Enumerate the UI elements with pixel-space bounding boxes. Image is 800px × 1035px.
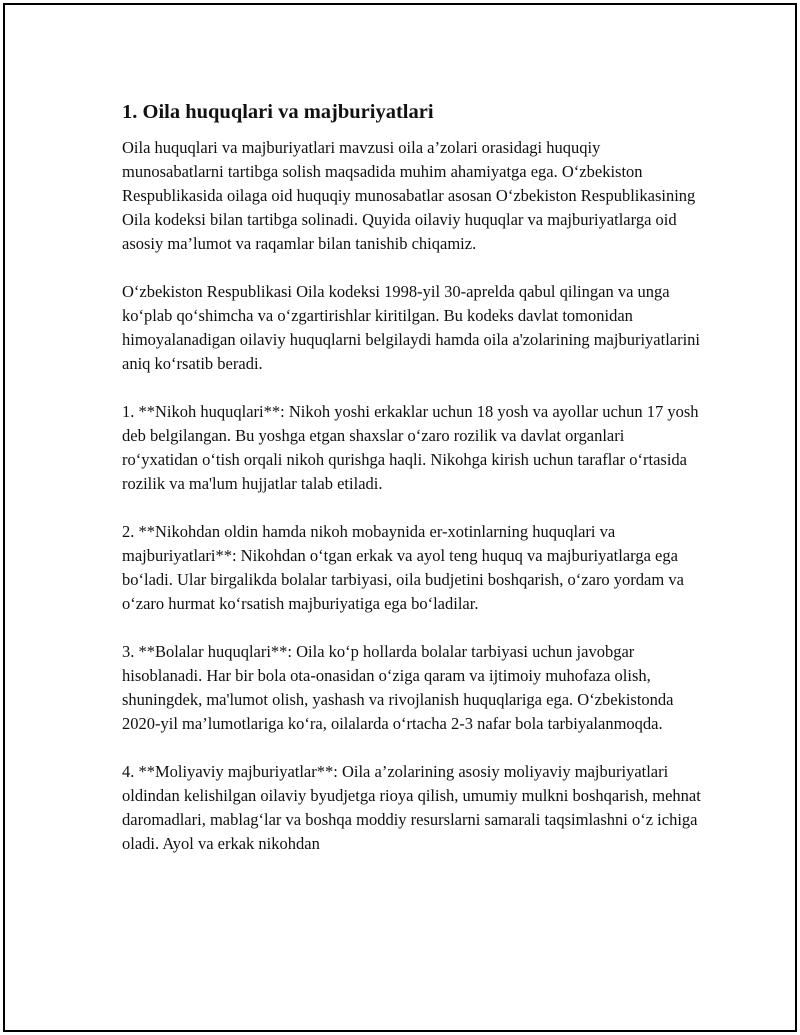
intro-paragraph: Oila huquqlari va majburiyatlari mavzusi oila a’zolari orasidagi huquqiy munosabatlarni tartibga solish maqsadida muhim ahamiyatga ega. O‘zbekiston Respublikasida oilaga oid huquqiy munosabatlar asosan O‘zbekiston Respublikasining Oila kodeksi bilan tartibga solinadi. Quyida oilaviy huquqlar va majburiyatlarga oid asosiy ma’lumot va raqamlar bilan tanishib chiqamiz. — [122, 138, 696, 253]
spouse-rights-paragraph: 2. **Nikohdan oldin hamda nikoh mobaynida er-xotinlarning huquqlari va majburiyatlari**: Nikohdan o‘tgan erkak va ayol teng huquq va majburiyatlarga ega bo‘ladi. Ular birgalikda bolalar tarbiyasi, oila budjetini boshqarish, o‘zaro yordam va o‘zaro hurmat ko‘rsatish majburiyatiga ega bo‘ladilar. — [122, 522, 684, 613]
marriage-rights-paragraph: 1. **Nikoh huquqlari**: Nikoh yoshi erkaklar uchun 18 yosh va ayollar uchun 17 yosh deb belgilangan. Bu yoshga etgan shaxslar o‘zaro rozilik va davlat organlari ro‘yxatidan o‘tish orqali nikoh qurishga haqli. Nikohga kirish uchun taraflar o‘rtasida rozilik va ma'lum hujjatlar talab etiladi. — [122, 402, 699, 493]
children-rights-paragraph: 3. **Bolalar huquqlari**: Oila ko‘p hollarda bolalar tarbiyasi uchun javobgar hisoblanadi. Har bir bola ota-onasidan o‘ziga qaram va ijtimoiy muhofaza olish, shuningdek, ma'lumot olish, yashash va rivojlanish huquqlariga ega. O‘zbekistonda 2020-yil ma’lumotlariga ko‘ra, oilalarda o‘rtacha 2-3 nafar bola tarbiyalanmoqda. — [122, 642, 674, 733]
section-heading: 1. Oila huquqlari va majburiyatlari — [122, 101, 434, 123]
page-frame — [3, 3, 797, 1032]
family-code-paragraph: O‘zbekiston Respublikasi Oila kodeksi 1998-yil 30-aprelda qabul qilingan va unga ko‘plab qo‘shimcha va o‘zgartirishlar kiritilgan. Bu kodeks davlat tomonidan himoyalanadigan oilaviy huquqlarni belgilaydi hamda oila a'zolarining majburiyatlarini aniq ko‘rsatib beradi. — [122, 282, 701, 373]
document-body — [122, 99, 702, 880]
financial-obligations-paragraph: 4. **Moliyaviy majburiyatlar**: Oila a’zolarining asosiy moliyaviy majburiyatlari oldindan kelishilgan oilaviy byudjetga rioya qilish, umumiy mulkni boshqarish, mehnat daromadlari, mablag‘lar va boshqa moddiy resurslarni samarali taqsimlashni o‘z ichiga oladi. Ayol va erkak nikohdan — [122, 762, 701, 853]
